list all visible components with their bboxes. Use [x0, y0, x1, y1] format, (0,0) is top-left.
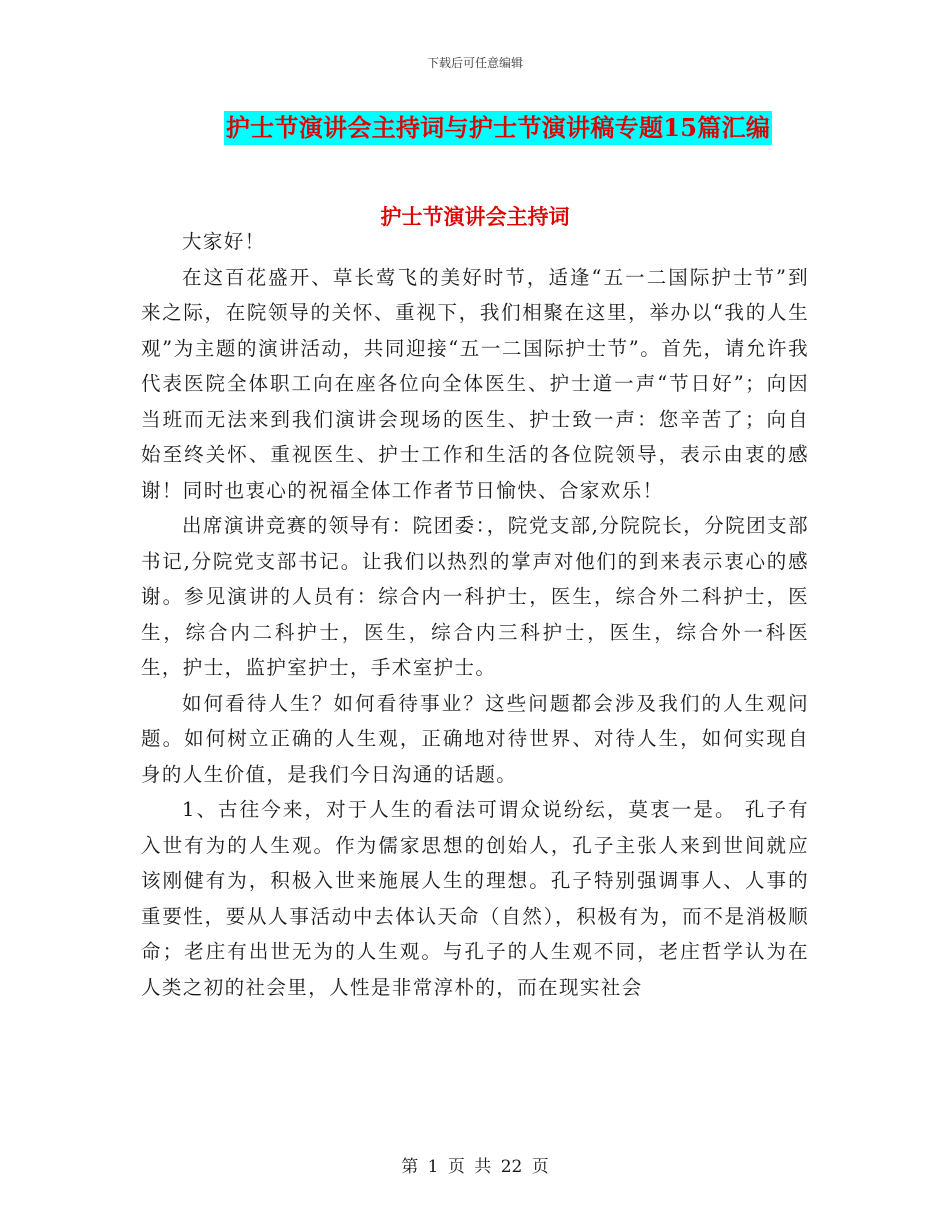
paragraph-topic: 如何看待人生？如何看待事业？这些问题都会涉及我们的人生观问题。如何树立正确的人生观，正确地对待世界、对待人生，如何实现自身的人生价值，是我们今日沟通的话题。: [141, 691, 809, 786]
page-number: 第 1 页 共 22 页: [401, 1157, 549, 1177]
paragraph-attendees: 出席演讲竞赛的领导有：院团委：，院党支部,分院院长，分院团支部书记,分院党支部书记。让我们以热烈的掌声对他们的到来表示衷心的感谢。参见演讲的人员有：综合内一科护士，医生，综合外二科护士，医生，综合内二科护士，医生，综合内三科护士，医生，综合外一科医生，护士，监护室护士，手术室护士。: [141, 514, 809, 679]
paragraph-greeting: 大家好！: [181, 230, 266, 253]
document-body: [141, 224, 809, 1005]
section-title: 护士节演讲会主持词: [380, 204, 570, 229]
document-title: 护士节演讲会主持词与护士节演讲稿专题15篇汇编: [224, 111, 772, 145]
document-title-container: [0, 111, 950, 145]
paragraph-opening: 在这百花盛开、草长莺飞的美好时节，适逢“五一二国际护士节”到来之际，在院领导的关怀、重视下，我们相聚在这里，举办以“我的人生观”为主题的演讲活动，共同迎接“五一二国际护士节”。首先，请允许我代表医院全体职工向在座各位向全体医生、护士道一声“节日好”；向因当班而无法来到我们演讲会现场的医生、护士致一声：您辛苦了；向自始至终关怀、重视医生、护士工作和生活的各位院领导，表示由衷的感谢！同时也衷心的祝福全体工作者节日愉快、合家欢乐！: [141, 265, 809, 502]
paragraph-point-1: 1、古往今来，对于人生的看法可谓众说纷纭，莫衷一是。 孔子有入世有为的人生观。作为儒家思想的创始人，孔子主张人来到世间就应该刚健有为，积极入世来施展人生的理想。孔子特别强调事人、人事的重要性，要从人事活动中去体认天命（自然），积极有为，而不是消极顺命；老庄有出世无为的人生观。与孔子的人生观不同，老庄哲学认为在人类之初的社会里，人性是非常淳朴的，而在现实社会: [141, 798, 809, 999]
header-note: 下载后可任意编辑: [426, 56, 523, 70]
